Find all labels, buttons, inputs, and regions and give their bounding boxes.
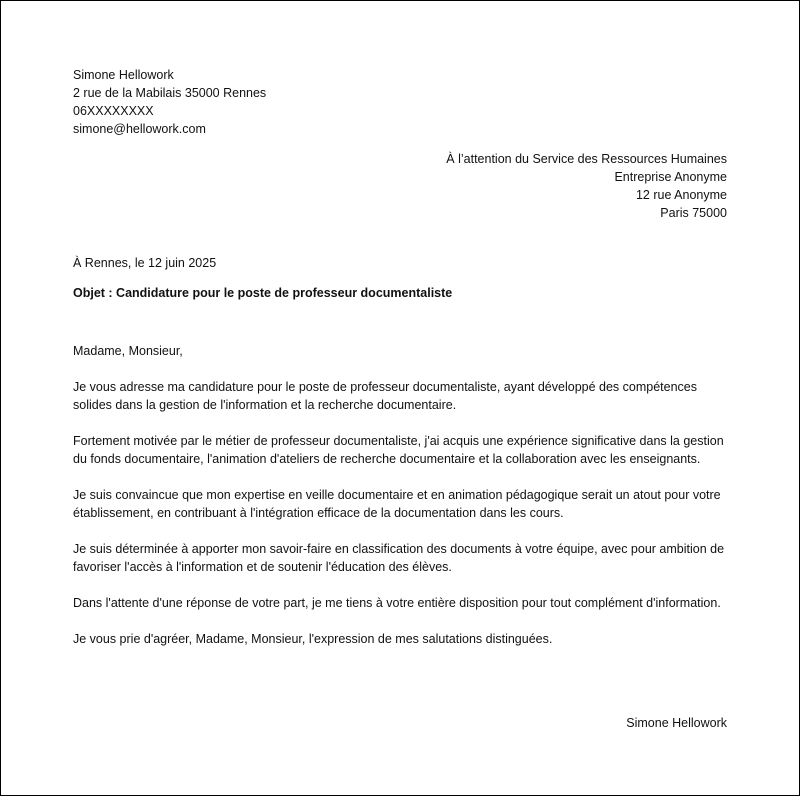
closing-paragraph: Je vous prie d'agréer, Madame, Monsieur, l'expression de mes salutations distinguées. — [73, 632, 553, 646]
sender-phone: 06XXXXXXXX — [73, 104, 154, 118]
body-paragraph: Fortement motivée par le métier de professeur documentaliste, j'ai acquis une expérience significative dans la gestion du fonds documentaire, l'animation d'ateliers de recherche documentaire et la collaboration avec les enseignants. — [73, 434, 724, 466]
signature: Simone Hellowork — [626, 716, 727, 730]
sender-block — [73, 66, 266, 138]
recipient-attention: À l’attention du Service des Ressources Humaines — [446, 152, 727, 166]
recipient-city: Paris 75000 — [660, 206, 727, 220]
sender-address: 2 rue de la Mabilais 35000 Rennes — [73, 86, 267, 100]
body-paragraph: Je suis déterminée à apporter mon savoir-faire en classification des documents à votre équipe, avec pour ambition de favoriser l'accès à l'information et de soutenir l'éducation des élèves. — [73, 542, 725, 574]
body-paragraph: Je vous adresse ma candidature pour le poste de professeur documentaliste, ayant développé des compétences solides dans la gestion de l'information et la recherche documentaire. — [73, 380, 697, 412]
recipient-street: 12 rue Anonyme — [635, 188, 727, 202]
sender-name: Simone Hellowork — [73, 68, 174, 82]
body-paragraph: Dans l'attente d'une réponse de votre part, je me tiens à votre entière disposition pour tout complément d'information. — [73, 596, 721, 610]
recipient-company: Entreprise Anonyme — [614, 170, 727, 184]
date-line: À Rennes, le 12 juin 2025 — [73, 256, 217, 270]
sender-email: simone@hellowork.com — [73, 122, 206, 136]
letter-body — [73, 342, 733, 666]
salutation: Madame, Monsieur, — [73, 344, 183, 358]
recipient-block — [446, 150, 727, 222]
body-paragraph: Je suis convaincue que mon expertise en veille documentaire et en animation pédagogique serait un atout pour votre établissement, en contribuant à l'intégration efficace de la documentation dans les cours. — [73, 488, 721, 520]
subject-line: Objet : Candidature pour le poste de professeur documentaliste — [73, 286, 453, 300]
